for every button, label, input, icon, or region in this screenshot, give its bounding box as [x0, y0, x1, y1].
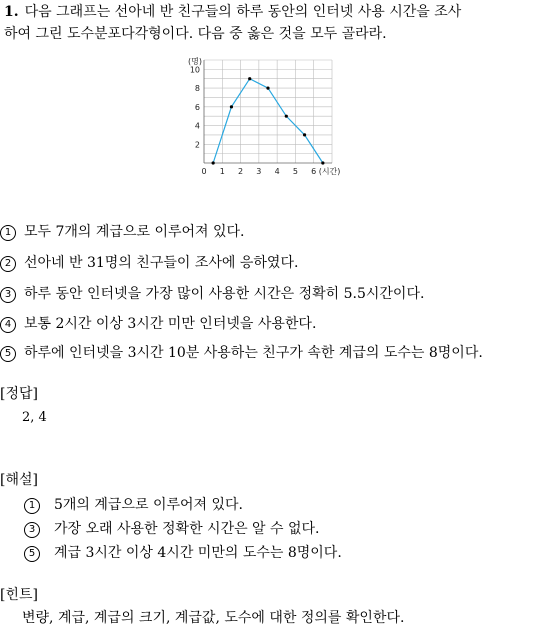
answer-title: [정답]	[0, 386, 38, 402]
x-tick-label: 4	[274, 167, 280, 176]
question-number: 1.	[4, 4, 19, 20]
question-text-2: 하여 그린 도수분포다각형이다. 다음 중 옳은 것을 모두 골라라.	[4, 26, 387, 42]
explanation-title: [해설]	[0, 472, 38, 488]
option-3	[0, 286, 424, 303]
answer-value: 2, 4	[22, 410, 47, 425]
data-point	[230, 105, 233, 108]
option-2-text: 선아네 반 31명의 친구들이 조사에 응하였다.	[24, 255, 299, 271]
explanation-item-2-text: 가장 오래 사용한 정확한 시간은 알 수 없다.	[54, 521, 320, 537]
explanation-item-2-mark: 3	[24, 522, 40, 538]
option-4-text: 보통 2시간 이상 3시간 미만 인터넷을 사용한다.	[24, 316, 317, 332]
explanation-item-3-mark: 5	[24, 546, 40, 562]
y-tick-label: 10	[189, 65, 200, 75]
x-tick-label: 0	[201, 167, 207, 176]
x-tick-label: 1	[219, 167, 225, 176]
y-tick-label: 2	[194, 140, 200, 150]
explanation-item-3	[24, 545, 342, 562]
series-line	[213, 79, 323, 163]
x-tick-label: 2	[238, 167, 244, 176]
hint-title: [힌트]	[0, 587, 38, 603]
x-tick-label: 3	[256, 167, 262, 176]
frequency-polygon-chart	[180, 52, 350, 182]
explanation-item-2	[24, 521, 320, 538]
option-1	[0, 224, 245, 241]
x-tick-label: 6	[311, 167, 317, 176]
data-point	[303, 133, 306, 136]
option-5-text: 하루에 인터넷을 3시간 10분 사용하는 친구가 속한 계급의 도수는 8명이다.	[24, 345, 483, 361]
data-point	[285, 115, 288, 118]
option-1-mark: 1	[0, 225, 16, 241]
explanation-item-1	[24, 497, 243, 514]
x-tick-label: 5	[292, 167, 298, 176]
data-point	[248, 77, 251, 80]
explanation-item-1-mark: 1	[24, 498, 40, 514]
data-point	[321, 161, 324, 164]
explanation-item-1-text: 5개의 계급으로 이루어져 있다.	[54, 497, 243, 513]
y-axis-label: (명)	[188, 57, 202, 66]
question-text-1: 다음 그래프는 선아네 반 친구들의 하루 동안의 인터넷 사용 시간을 조사	[24, 4, 462, 20]
option-1-text: 모두 7개의 계급으로 이루어져 있다.	[24, 224, 245, 240]
y-tick-label: 4	[194, 121, 200, 131]
option-3-text: 하루 동안 인터넷을 가장 많이 사용한 시간은 정확히 5.5시간이다.	[24, 286, 425, 302]
option-5-mark: 5	[0, 346, 16, 362]
explanation-item-3-text: 계급 3시간 이상 4시간 미만의 도수는 8명이다.	[54, 545, 342, 561]
question-line-1	[4, 4, 461, 20]
hint-text: 변량, 계급, 계급의 크기, 계급값, 도수에 대한 정의를 확인한다.	[22, 610, 405, 626]
option-5	[0, 345, 483, 362]
option-4-mark: 4	[0, 317, 16, 333]
option-3-mark: 3	[0, 287, 16, 303]
x-axis-label: (시간)	[318, 167, 341, 176]
option-2	[0, 255, 298, 272]
option-2-mark: 2	[0, 256, 16, 272]
y-tick-label: 6	[194, 102, 200, 112]
y-tick-label: 8	[194, 84, 200, 94]
chart-series	[212, 77, 325, 164]
question-line-2	[4, 26, 387, 42]
data-point	[212, 161, 215, 164]
data-point	[266, 86, 269, 89]
option-4	[0, 316, 316, 333]
